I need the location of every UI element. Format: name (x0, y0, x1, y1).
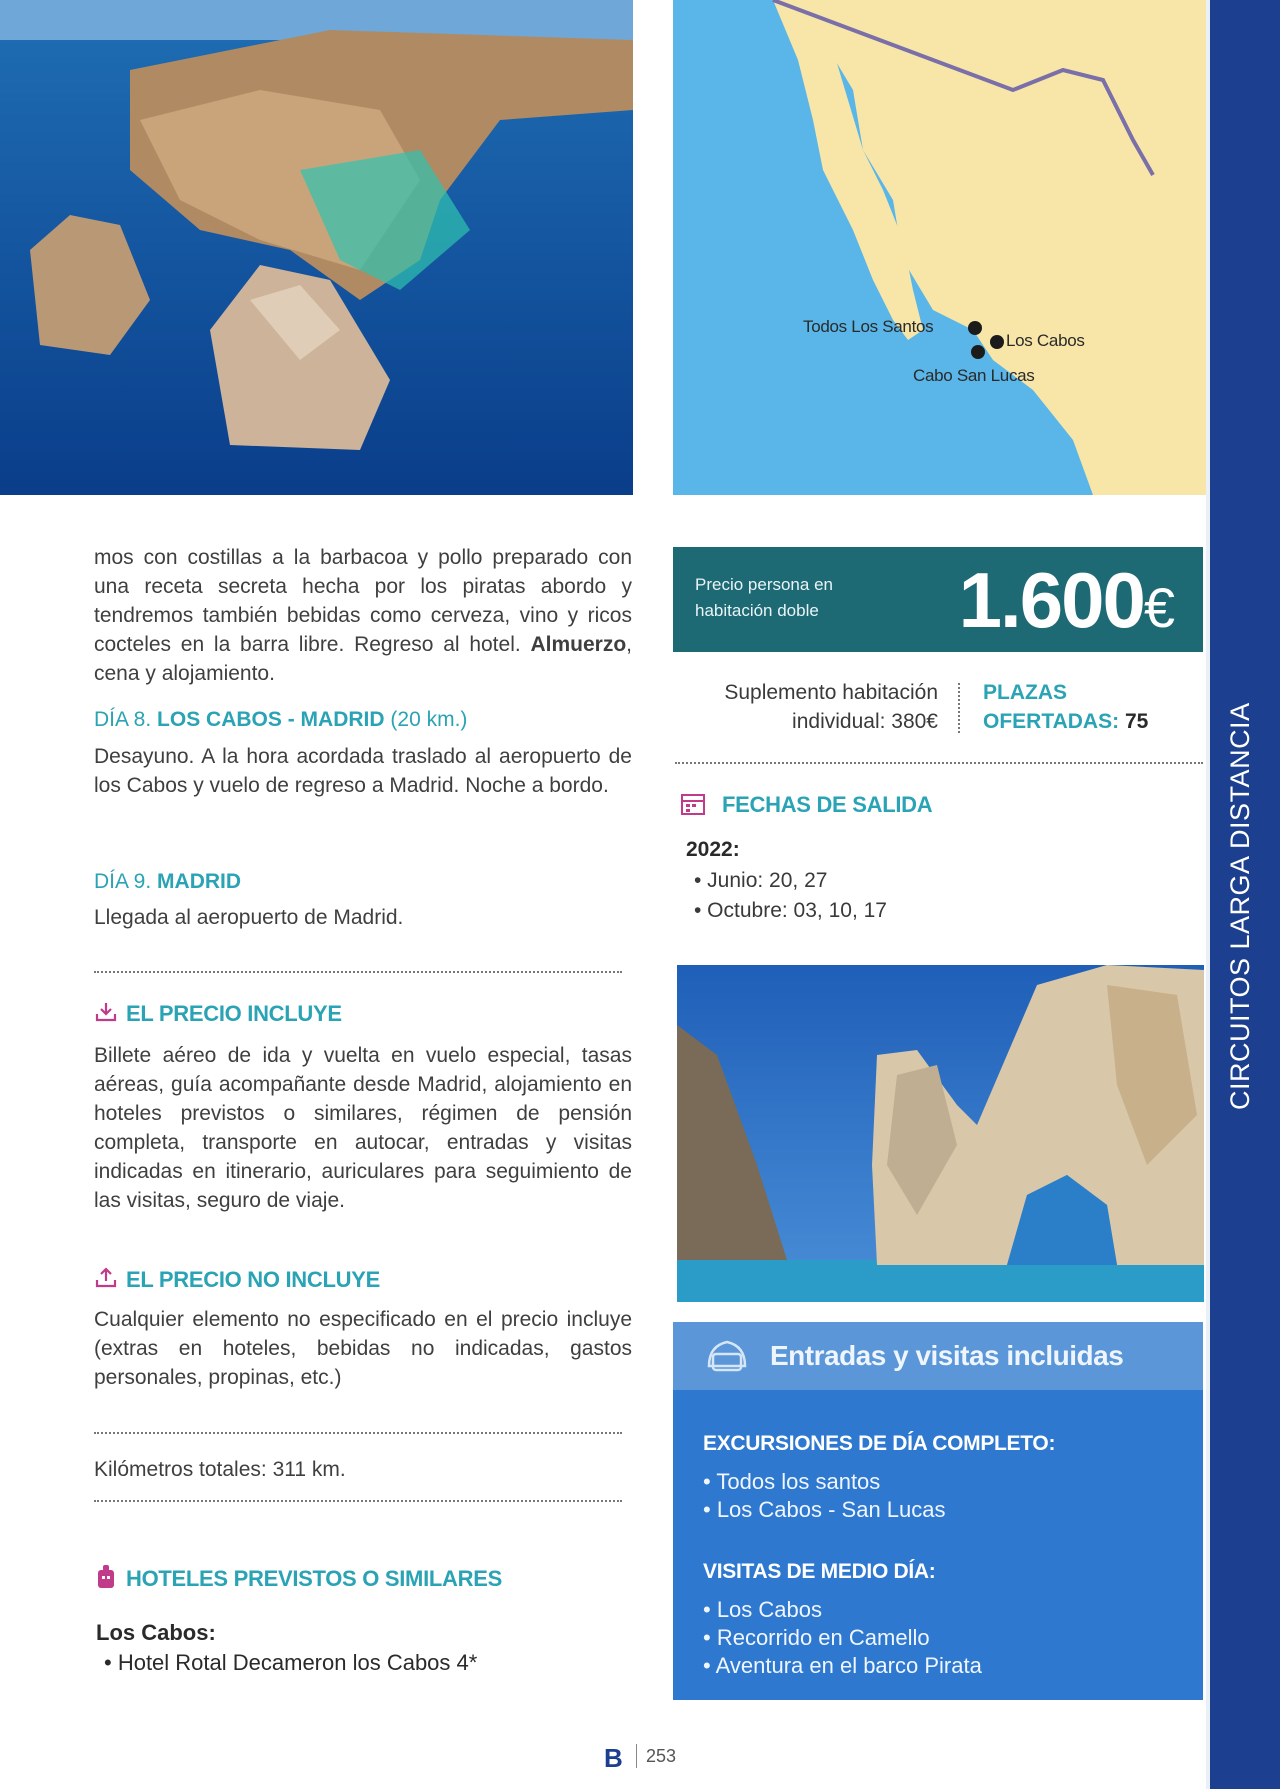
visit-item: • Los Cabos (703, 1597, 822, 1622)
divider (94, 1500, 622, 1502)
dates-year: 2022: (686, 838, 740, 861)
brand-logo: B (604, 1743, 623, 1773)
intro-text: mos con costillas a la barbacoa y pollo preparado con una receta secreta hecha por los piratas abordo y tendremos también bebidas como cerveza, vino y ricos cocteles en la barra libre. Regreso al hotel. (94, 546, 632, 656)
intro-bold: Almuerzo (530, 633, 627, 656)
calendar-icon (680, 792, 706, 816)
map-point-cabo-san-lucas (971, 345, 985, 359)
not-includes-heading (94, 1266, 380, 1293)
vertical-divider (958, 683, 960, 733)
hotel-city: Los Cabos: (96, 1620, 216, 1645)
day9-title (94, 870, 241, 894)
total-km: Kilómetros totales: 311 km. (94, 1458, 346, 1481)
dates-list (694, 866, 887, 926)
region-map (673, 0, 1206, 495)
map-label-todos-los-santos: Todos Los Santos (803, 317, 934, 336)
day8-prefix: DÍA 8. (94, 708, 152, 731)
excursion-item: • Todos los santos (703, 1469, 881, 1494)
full-day-title: EXCURSIONES DE DÍA COMPLETO: (703, 1432, 1056, 1455)
price-amount: 1.600 (958, 556, 1144, 644)
plazas-info (983, 678, 1148, 736)
day8-title (94, 708, 467, 732)
price-value (959, 555, 1175, 646)
date-item: • Octubre: 03, 10, 17 (694, 899, 887, 922)
divider (94, 1432, 622, 1434)
not-includes-title: EL PRECIO NO INCLUYE (126, 1267, 380, 1292)
dates-heading (680, 792, 932, 818)
date-item: • Junio: 20, 27 (694, 869, 828, 892)
hotels-heading (94, 1564, 502, 1592)
supplement-value: individual: 380€ (792, 710, 938, 733)
price-currency: € (1143, 576, 1175, 639)
includes-heading (94, 1000, 342, 1027)
supplement-label: Suplemento habitación (724, 681, 938, 704)
coastline-photo (0, 0, 633, 495)
includes-title: EL PRECIO INCLUYE (126, 1001, 342, 1026)
day9-text: Llegada al aeropuerto de Madrid. (94, 906, 404, 929)
excursions-header (673, 1322, 1203, 1390)
visit-item: • Recorrido en Camello (703, 1625, 930, 1650)
half-day-list (703, 1596, 982, 1680)
excursion-item: • Los Cabos - San Lucas (703, 1497, 946, 1522)
day8-name: LOS CABOS - MADRID (157, 708, 385, 731)
price-box (673, 547, 1203, 652)
day8-km: (20 km.) (390, 708, 468, 731)
download-icon (94, 1000, 118, 1024)
divider (675, 762, 1203, 764)
map-label-los-cabos: Los Cabos (1006, 331, 1085, 350)
page-number: 253 (646, 1746, 677, 1766)
intro-end: , cena y alojamiento. (94, 633, 632, 685)
footer-divider (636, 1744, 637, 1768)
price-label: Precio persona en habitación doble (695, 575, 833, 620)
full-day-list (703, 1468, 946, 1524)
divider (94, 971, 622, 973)
map-point-los-cabos (990, 335, 1004, 349)
section-side-label: CIRCUITOS LARGA DISTANCIA (1225, 702, 1255, 1110)
excursions-body (673, 1390, 1203, 1700)
arch-photo (677, 965, 1204, 1302)
plazas-label: PLAZAS (983, 681, 1067, 704)
supplement-info (680, 678, 938, 736)
intro-paragraph (94, 543, 632, 688)
plazas-value: 75 (1124, 710, 1149, 733)
half-day-title: VISITAS DE MEDIO DÍA: (703, 1560, 936, 1583)
hotels-title: HOTELES PREVISTOS O SIMILARES (126, 1566, 502, 1591)
map-label-cabo-san-lucas: Cabo San Lucas (913, 366, 1035, 385)
day9-name: MADRID (157, 870, 242, 893)
visit-item: • Aventura en el barco Pirata (703, 1653, 982, 1678)
excursions-header-title: Entradas y visitas incluidas (770, 1340, 1124, 1371)
hotel-icon (94, 1564, 118, 1590)
includes-text: Billete aéreo de ida y vuelta en vuelo especial, tasas aéreas, guía acompañante desde Madrid, alojamiento en hoteles previstos o similares, régimen de pensión completa, transporte en autocar, entradas y visitas indicadas en itinerario, auriculares para seguimiento de las visitas, seguro de viaje. (94, 1044, 632, 1212)
map-point-todos-los-santos (968, 321, 982, 335)
upload-icon (94, 1266, 118, 1290)
day8-text: Desayuno. A la hora acordada traslado al aeropuerto de los Cabos y vuelo de regreso a Madrid. Noche a bordo. (94, 745, 632, 797)
ticket-icon (705, 1336, 749, 1376)
hotel-item: • Hotel Rotal Decameron los Cabos 4* (104, 1650, 478, 1675)
dates-title: FECHAS DE SALIDA (722, 792, 933, 817)
not-includes-text: Cualquier elemento no especificado en el precio incluye (extras en hoteles, bebidas no indicadas, gastos personales, propinas, etc.) (94, 1308, 632, 1389)
plazas-label-2: OFERTADAS: (983, 710, 1120, 733)
day9-prefix: DÍA 9. (94, 870, 152, 893)
